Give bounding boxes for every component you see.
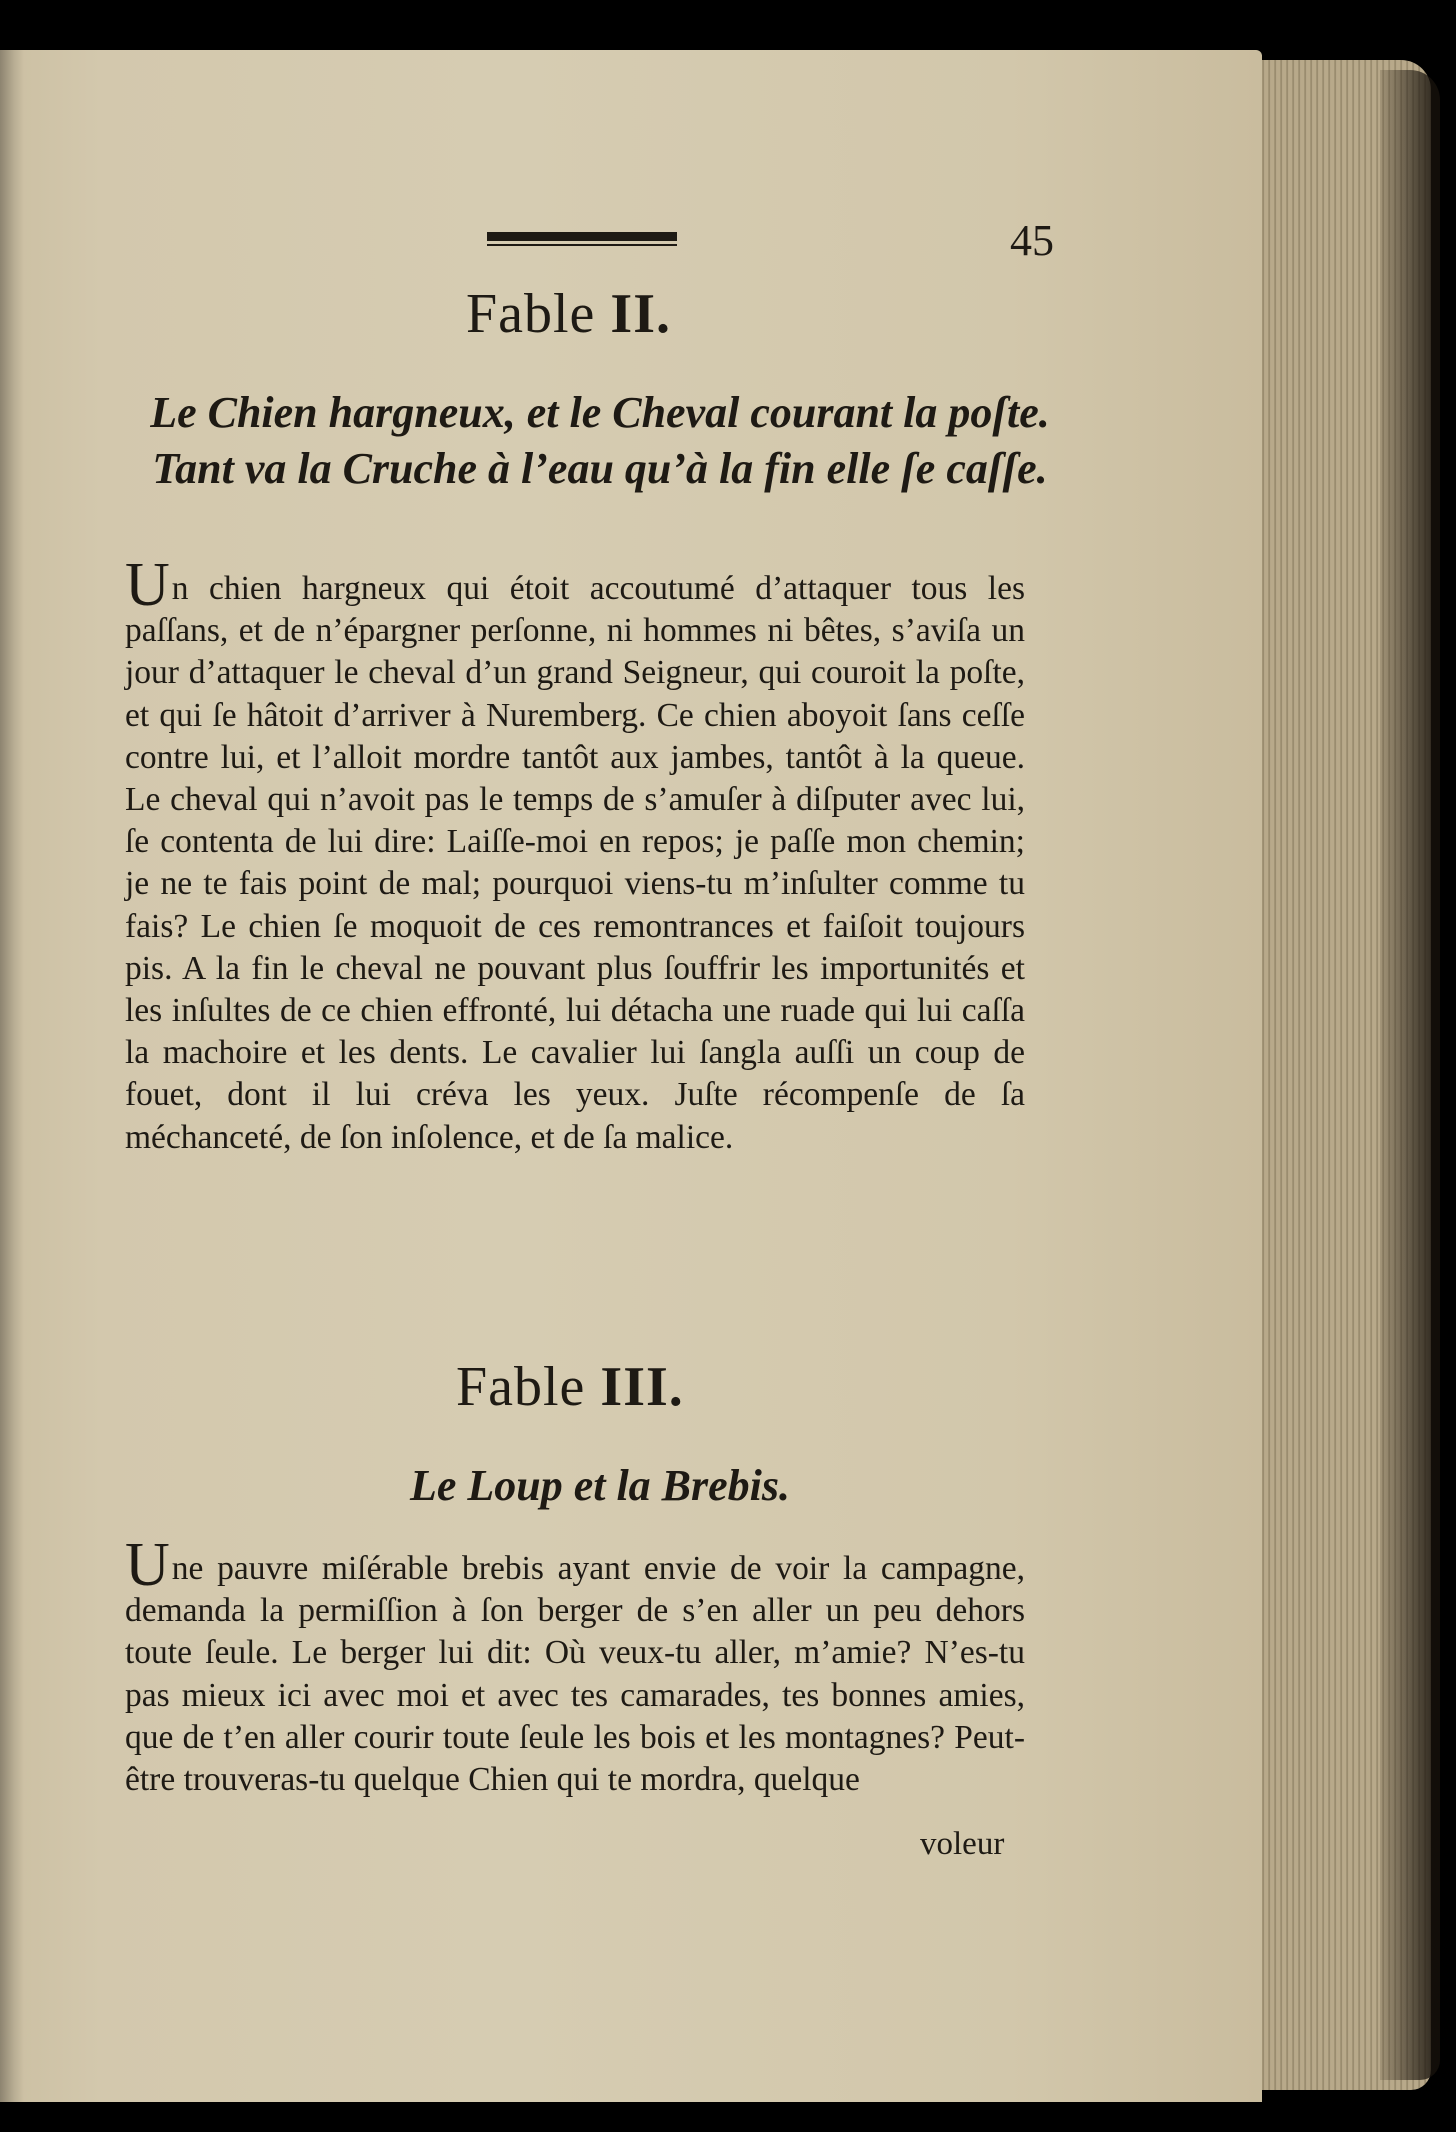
fable-3-title: Le Loup et la Brebis.: [409, 1461, 791, 1510]
page-edge-shadow: [1380, 70, 1440, 2080]
page-number: 45: [1010, 216, 1054, 265]
fable-2-dropcap: U: [125, 551, 170, 619]
fable-3-dropcap: U: [125, 1531, 170, 1599]
fable-2-body: [125, 551, 1025, 1159]
fable-2-heading: [466, 282, 671, 346]
fable-2-heading-prefix: Fable: [466, 283, 596, 345]
fable-3-heading: [456, 1355, 684, 1419]
fable-3-heading-prefix: Fable: [456, 1356, 586, 1418]
fable-2-body-text: n chien hargneux qui étoit accoutumé d’attaquer tous les paſſans, et de n’épargner perſonne, ni hommes ni bêtes, s’aviſa un jour d’attaquer le cheval d’un grand Seigneur, qui couroit la poſte, et qui ſe hâtoit d’arriver à Nuremberg. Ce chien aboyoit ſans ceſſe contre lui, et l’alloit mordre tantôt aux jambes, tantôt à la queue. Le cheval qui n’avoit pas le temps de s’amuſer à diſputer avec lui, ſe contenta de lui dire: Laiſſe-moi en repos; je paſſe mon chemin; je ne te fais point de mal; pourquoi viens-tu m’inſulter comme tu fais? Le chien ſe moquoit de ces remontrances et faiſoit toujours pis. A la fin le cheval ne pouvant plus ſouffrir les importunités et les inſultes de ce chien effronté, lui détacha une ruade qui lui caſſa la machoire et les dents. Le cavalier lui ſangla auſſi un coup de fouet, dont il lui créva les yeux. Juſte récompenſe de ſa méchanceté, de ſon inſolence, et de ſa malice.: [125, 570, 1025, 1156]
fable-2-title: Le Chien hargneux, et le Cheval courant la poſte. Tant va la Cruche à l’eau qu’à la fin elle ſe caſſe.: [150, 388, 1050, 493]
fable-3-body-text: ne pauvre miſérable brebis ayant envie de voir la campagne, demanda la permiſſion à ſon berger de s’en aller un peu dehors toute ſeule. Le berger lui dit: Où veux-tu aller, m’amie? N’es-tu pas mieux ici avec moi et avec tes camarades, tes bonnes amies, que de t’en aller courir toute ſeule les bois et les montagnes? Peut-être trouveras-tu quelque Chien qui te mordra, quelque: [125, 1550, 1025, 1799]
fable-3-body: [125, 1531, 1025, 1801]
fable-3-heading-numeral: III.: [600, 1356, 684, 1418]
catchword: voleur: [920, 1826, 1005, 1862]
header-rule: [487, 232, 677, 246]
fable-2-heading-numeral: II.: [610, 283, 672, 345]
